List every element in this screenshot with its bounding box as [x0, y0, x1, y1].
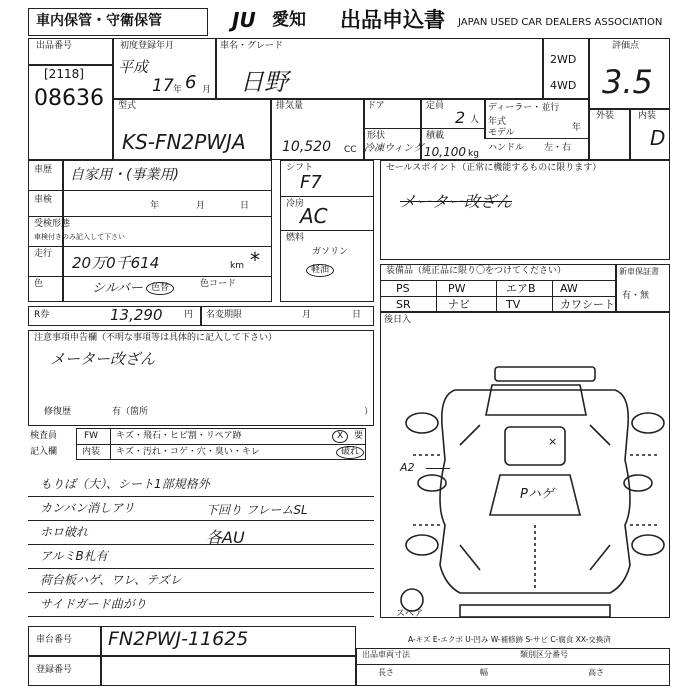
equipment-label: 装備品（純正品に限り〇をつけてください） — [386, 266, 567, 276]
equipment-item: エアB — [506, 282, 536, 295]
sales-point-value: メーター改ざん — [400, 192, 513, 211]
equipment-item: カワシート — [560, 298, 615, 311]
shift-label: シフト — [286, 163, 314, 173]
inspector-in-items: キズ・汚れ・コゲ・穴・臭い・キレ — [116, 447, 260, 457]
color-code-label: 色コード — [200, 279, 237, 289]
dims-size-label: 出品車両寸法 — [362, 650, 410, 659]
inspector-fw: FW — [84, 431, 99, 441]
repair-label: 修復歴 — [44, 407, 72, 417]
recycle-label: R券 — [34, 310, 50, 320]
inspection-month: 月 — [196, 201, 206, 211]
displacement-value: 10,520 — [282, 139, 331, 155]
type-value: KS-FN2PWJA — [122, 130, 246, 154]
fuel-opt2: 軽油 — [306, 264, 334, 277]
equipment-item: ナビ — [448, 298, 470, 311]
lot-label: 出品番号 — [36, 41, 73, 51]
capacity-label: 定員 — [426, 101, 445, 111]
drive-4wd: 4WD — [550, 79, 577, 92]
equipment-item: AW — [560, 282, 578, 295]
load-value: 10,100 — [424, 145, 466, 159]
name-change-month: 月 — [302, 310, 312, 320]
reg-year-unit: 年 — [173, 85, 183, 95]
diagram-a2: A2 — [400, 461, 415, 474]
inspector-note-right: 下回り フレームSL — [206, 503, 308, 517]
assoc-name: JAPAN USED CAR DEALERS ASSOCIATION — [458, 17, 663, 28]
recycle-value: 13,290 — [110, 306, 163, 324]
dims-class-label: 類別区分番号 — [520, 650, 568, 659]
inspector-fw-req: 要 — [354, 431, 364, 441]
logo-mark: JU — [232, 8, 256, 32]
reg-month: 6 — [185, 72, 197, 93]
diagram-legend: A-キズ E-エクボ U-凹み W-補修跡 S-サビ C-腐食 XX-交換済 — [408, 635, 611, 644]
mileage-value: 20万0千614 — [72, 254, 160, 272]
history-label: 車歴 — [34, 165, 53, 175]
load-unit: kg — [468, 149, 479, 159]
inspector-in: 内装 — [82, 447, 101, 457]
displacement-label: 排気量 — [276, 101, 304, 111]
storage-label: 車内保管・守衛保管 — [36, 13, 162, 29]
color-label: 色 — [34, 279, 44, 289]
chassis-value: FN2PWJ-11625 — [108, 628, 249, 650]
equipment-item: TV — [506, 298, 521, 311]
capacity-unit: 人 — [470, 115, 480, 125]
equipment-item: SR — [396, 298, 411, 311]
drive-2wd: 2WD — [550, 53, 577, 66]
mileage-label: 走行 — [34, 249, 53, 259]
dims-hgt: 高さ — [588, 668, 604, 677]
dims-wid: 幅 — [480, 668, 488, 677]
reg-era: 平成 — [118, 58, 149, 76]
shape-value: 冷凍ウィング — [364, 143, 424, 154]
recv-form-label: 受検形態 — [34, 219, 71, 229]
history-value: 自家用・(事業用) — [70, 167, 179, 183]
inspector-note: ホロ破れ — [40, 525, 89, 539]
notes-text: メーター改ざん — [50, 350, 156, 368]
inspection-day: 日 — [240, 201, 250, 211]
inspector-note: サイドガード曲がり — [40, 597, 147, 611]
mileage-mark: * — [250, 248, 260, 272]
post-input-label: 後日入 — [384, 315, 412, 325]
model-value: 日野 — [240, 68, 288, 96]
reg-row — [28, 656, 356, 686]
model-label: 車名・グレード — [220, 41, 284, 51]
inspector-label2: 記入欄 — [30, 447, 58, 457]
interior-label: 内装 — [638, 111, 657, 121]
reg-month-unit: 月 — [202, 85, 212, 95]
equipment-item: PS — [396, 282, 410, 295]
inspector-note: アルミB札有 — [40, 549, 108, 563]
inspector-note: 荷台板ハゲ、ワレ、テズレ — [40, 573, 182, 587]
lot-number: 08636 — [34, 86, 104, 111]
fuel-opt1: ガソリン — [312, 247, 349, 257]
equipment-item: PW — [448, 282, 466, 295]
repair-value: 有（箇所 — [112, 407, 149, 417]
diagram-p-label: Pハゲ — [520, 487, 554, 502]
inspector-note-right: 各AU — [206, 528, 245, 547]
handle-value: 左・右 — [544, 143, 572, 153]
notes-label: 注意事項申告欄（不明な事項等は具体的に記入して下さい） — [34, 333, 278, 343]
exterior-label: 外装 — [596, 111, 615, 121]
color-value: シルバー — [92, 281, 143, 296]
dealer-model-label: モデル — [488, 128, 515, 138]
name-change-label: 名変期限 — [206, 310, 243, 320]
chassis-label: 車台番号 — [36, 635, 73, 645]
recycle-unit: 円 — [184, 310, 194, 320]
type-label: 型式 — [118, 101, 137, 111]
recv-form-note: 車検付きのみ記入して下さい — [34, 233, 125, 241]
dealer-year-label: 年式 — [488, 117, 507, 127]
shift-value: F7 — [300, 172, 322, 193]
exterior-value: D — [650, 126, 666, 150]
aircon-value: AC — [300, 204, 328, 228]
inspector-fw-mark: X — [332, 430, 348, 443]
dims-len: 長さ — [378, 668, 394, 677]
dealer-year-unit: 年 — [572, 123, 582, 133]
displacement-unit: CC — [344, 145, 357, 155]
diagram-x-mark: × — [548, 435, 558, 448]
grade-value: 3.5 — [602, 63, 653, 101]
inspector-note: もりば（大）、シート1部規格外 — [40, 477, 210, 491]
reg-label: 初度登録年月 — [120, 41, 175, 51]
mileage-unit: km — [230, 261, 244, 271]
name-change-day: 日 — [352, 310, 362, 320]
inspection-label: 車検 — [34, 195, 53, 205]
inspection-year: 年 — [150, 201, 160, 211]
warranty-value: 有・無 — [622, 291, 650, 301]
capacity-value: 2 — [455, 108, 466, 127]
aircon-label: 冷房 — [286, 199, 305, 209]
dealer-label: ディーラー・並行 — [488, 103, 560, 113]
lot-code: [2118] — [44, 67, 84, 81]
sales-point-label: セールスポイント（正常に機能するものに限ります） — [386, 163, 602, 173]
color-mark: 色替 — [146, 282, 174, 295]
doors-label: ドア — [367, 101, 385, 111]
load-label: 積載 — [426, 131, 445, 141]
handle-label: ハンドル — [488, 143, 525, 153]
reg-year: 17 — [152, 76, 174, 96]
logo-region: 愛知 — [272, 10, 306, 30]
inspector-in-mark: 破れ — [336, 446, 364, 459]
fuel-label: 燃料 — [286, 233, 305, 243]
inspector-note: カンバン消しアリ — [40, 501, 135, 515]
grade-label: 評価点 — [612, 41, 640, 51]
notes-box — [28, 330, 374, 426]
inspector-fw-items: キズ・飛石・ヒビ割・リペア跡 — [116, 431, 242, 441]
diagram-spare: スペア — [396, 609, 424, 619]
repair-close: ） — [364, 407, 374, 417]
inspector-label1: 検査員 — [30, 431, 58, 441]
shift-grid — [280, 160, 374, 302]
doc-title: 出品申込書 — [340, 8, 445, 32]
shape-label: 形状 — [367, 131, 386, 141]
warranty-label: 新車保証書 — [619, 267, 659, 276]
reg-no-label: 登録番号 — [36, 665, 73, 675]
